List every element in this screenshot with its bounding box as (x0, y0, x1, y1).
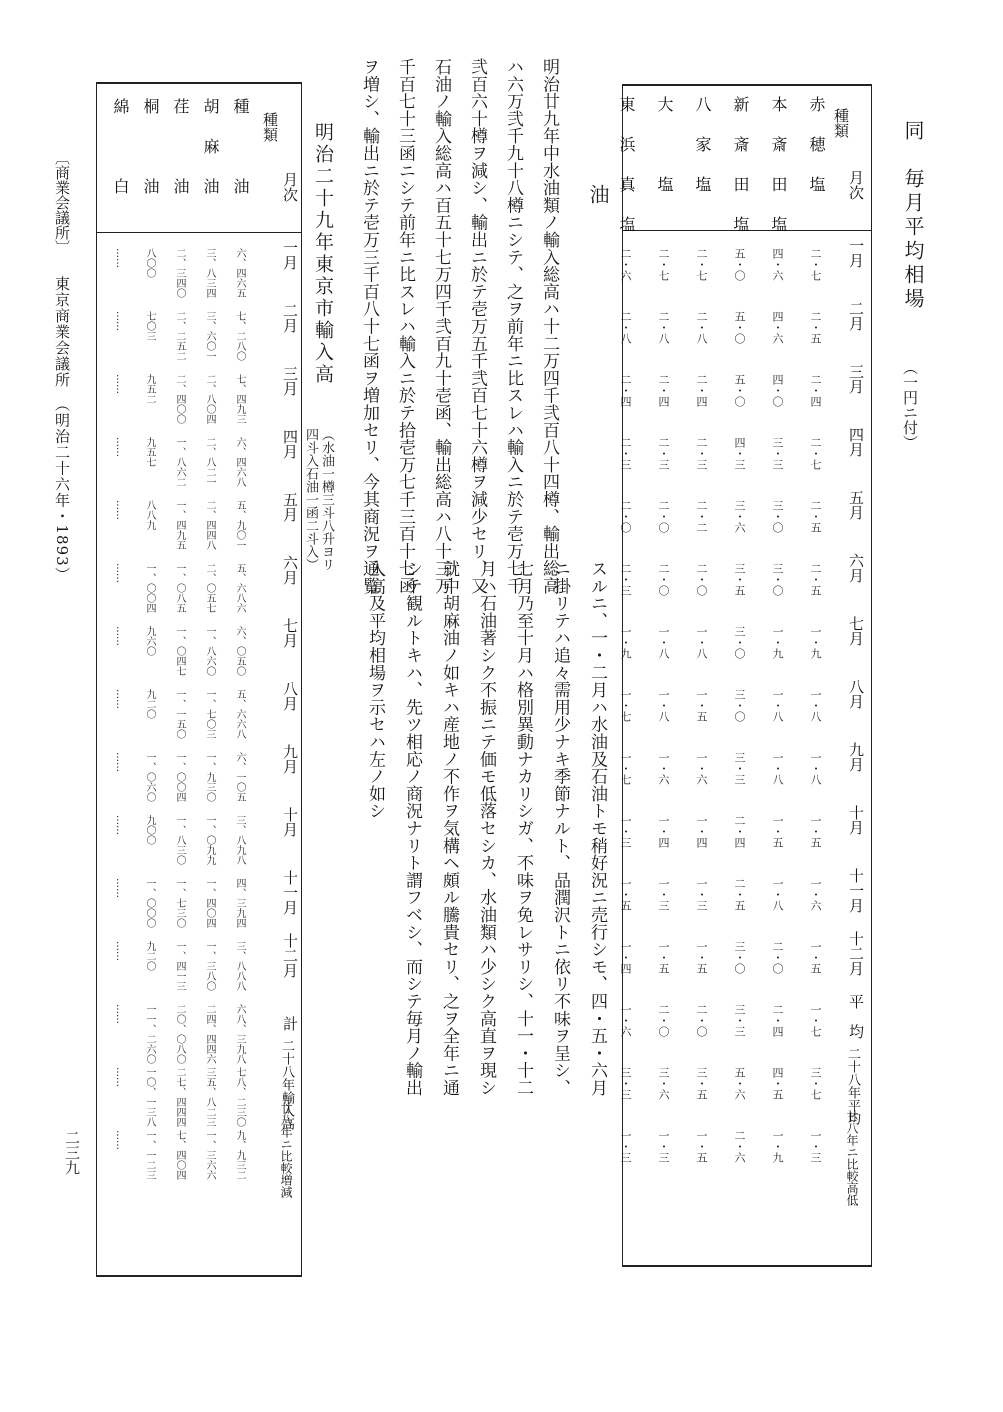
salt-cell: 一・五 (695, 689, 708, 722)
salt-row-name: 東 浜 真 塩 (617, 96, 636, 236)
oil-prose-line: ニ掛リテハ追々需用少ナキ季節ナルト、品潤沢トニ依リ不味ヲ呈シ、 (550, 560, 570, 1097)
salt-cell: 四・三 (733, 437, 746, 470)
salt-cell: 二・八 (657, 311, 670, 344)
oil-row-name: 荏 油 (171, 98, 190, 198)
oil-cell: 五、六六八 (234, 689, 245, 739)
oil-cell: …… (114, 941, 125, 961)
salt-prev-header: 二十八年平均 (845, 1047, 860, 1125)
oil-cell: 九五二 (144, 374, 155, 404)
salt-cell: 二・七 (657, 248, 670, 281)
oil-cell: 一、〇四七 (174, 626, 185, 676)
oil-cell: 一、七三〇 (174, 878, 185, 928)
salt-cell: 二・二 (695, 500, 708, 533)
oil-cell: …… (114, 374, 125, 394)
salt-cell: 一・八 (771, 752, 784, 785)
oil-cell: …… (114, 752, 125, 772)
oil-cell: 六八、三九八 (234, 1004, 245, 1064)
oil-cell: 七、四九三 (234, 374, 245, 424)
salt-cell: 一・三 (809, 1130, 822, 1163)
oil-prose-line: 明治廿九年中水油類ノ輸入総高ハ十二万四千弐百八十四樽、輸出総高 (539, 58, 559, 595)
salt-month-header: 五月 (847, 490, 865, 520)
salt-month-header: 六月 (847, 553, 865, 583)
salt-cell: 三・〇 (771, 563, 784, 596)
oil-month-header: 六月 (281, 555, 299, 585)
oil-cell: 九六〇 (144, 626, 155, 656)
oil-cell: 一、〇九九 (204, 815, 215, 865)
oil-prose-line: ハ六万弐千九十八樽ニシテ、之ヲ前年ニ比スレハ輸入ニ於テ壱万七千 (503, 58, 523, 595)
oil-cell: 一〇、一三八 (144, 1067, 155, 1127)
oil-cell: 二四、四四六 (204, 1004, 215, 1064)
oil-row-name: 種 油 (231, 98, 250, 198)
salt-cell: 三・三 (619, 1067, 632, 1100)
salt-cell: 三・〇 (771, 500, 784, 533)
salt-cell: 一・四 (619, 941, 632, 974)
salt-cell: 二・八 (619, 311, 632, 344)
oil-cell: 一、八六〇 (204, 626, 215, 676)
salt-avg-header: 平 均 (847, 994, 865, 1039)
oil-prose-line: シテ観ルトキハ、先ツ相応ノ商況ナリト謂フベシ、而シテ毎月ノ輸出 (402, 560, 422, 1097)
salt-cell: 二・四 (771, 1004, 784, 1037)
salt-cell: 二・七 (695, 248, 708, 281)
salt-cell: 二・四 (809, 374, 822, 407)
oil-cell: 六、一〇五 (234, 752, 245, 802)
oil-row-name: 綿 白 (111, 98, 130, 198)
oil-cell: 二、〇五七 (204, 563, 215, 613)
salt-cell: 五・〇 (733, 248, 746, 281)
oil-heading: 油 (586, 184, 610, 204)
oil-cell: 一、〇〇〇 (144, 878, 155, 928)
salt-cell: 三・三 (733, 1004, 746, 1037)
salt-header-kind: 種類 (832, 108, 850, 138)
salt-cell: 一・四 (695, 815, 708, 848)
oil-cell: …… (114, 1004, 125, 1024)
oil-cell: 四、三九四 (234, 878, 245, 928)
oil-prose-line: 月ハ石油著シク不振ニテ価モ低落セシカ、水油類ハ少シク高直ヲ現シ (476, 560, 496, 1097)
oil-cell: …… (114, 248, 125, 268)
oil-cell: …… (114, 500, 125, 520)
oil-cell: …… (114, 1067, 125, 1087)
oil-header-month: 月次 (281, 172, 299, 202)
oil-cell: 二七、四四四 (174, 1067, 185, 1127)
salt-cell: 一・三 (619, 815, 632, 848)
oil-row-name: 桐 油 (141, 98, 160, 198)
oil-cell: 一、八六二 (174, 437, 185, 487)
oil-prose-line: 石油ノ輸入総高ハ百五十七万四千弐百九十壱函、輸出総高ハ八十三万 (431, 58, 451, 595)
salt-cell: 一・八 (809, 752, 822, 785)
salt-cell: 一・九 (771, 1130, 784, 1163)
salt-cell: 二・五 (809, 500, 822, 533)
salt-month-header: 十一月 (847, 868, 865, 913)
oil-table-note-2: 四斗入石油一函二斗入） (303, 428, 318, 571)
salt-cell: 四・六 (771, 311, 784, 344)
oil-cmp-header: 廿八年ニ比較増減 (279, 1102, 293, 1198)
salt-cell: 三・六 (733, 500, 746, 533)
oil-month-header: 八月 (281, 681, 299, 711)
salt-cell: 二・八 (695, 311, 708, 344)
oil-cell: …… (114, 563, 125, 583)
oil-month-header: 四月 (281, 429, 299, 459)
salt-row-name: 本 斎 田 塩 (769, 96, 788, 236)
salt-month-header: 七月 (847, 616, 865, 646)
oil-cell: 三五、八二三 (204, 1067, 215, 1127)
salt-cell: 一・八 (809, 689, 822, 722)
oil-month-header: 一月 (281, 240, 299, 270)
salt-cell: 一・七 (809, 1004, 822, 1037)
oil-cell: 六、四六八 (234, 437, 245, 487)
oil-cell: 一、四一三 (174, 941, 185, 991)
salt-cell: 二・〇 (657, 500, 670, 533)
oil-cell: 七、四〇四 (174, 1130, 185, 1180)
oil-cell: 三、八九八 (234, 815, 245, 865)
oil-cell: …… (114, 878, 125, 898)
oil-cell: 一、一二三 (144, 1130, 155, 1180)
oil-cell: 一、〇〇四 (144, 563, 155, 613)
salt-cell: 一・五 (809, 815, 822, 848)
oil-month-header: 七月 (281, 618, 299, 648)
oil-cell: 三、八三四 (204, 248, 215, 298)
oil-month-header: 二月 (281, 303, 299, 333)
salt-cell: 二・〇 (657, 563, 670, 596)
salt-month-header: 十二月 (847, 931, 865, 976)
oil-cell: 一、四九五 (174, 500, 185, 550)
oil-table-right-border (301, 82, 302, 1277)
salt-cell: 五・六 (733, 1067, 746, 1100)
oil-cell: 五、六八六 (234, 563, 245, 613)
salt-cell: 二・三 (619, 437, 632, 470)
salt-cell: 二・〇 (695, 563, 708, 596)
salt-cell: 一・八 (657, 689, 670, 722)
salt-table-unit: （一円ニ付） (901, 360, 919, 450)
oil-cell: 一、七〇三 (204, 689, 215, 739)
salt-cell: 一・七 (619, 752, 632, 785)
oil-month-header: 十月 (281, 807, 299, 837)
salt-row-name: 大 塩 (655, 96, 674, 196)
oil-cell: 二、四〇〇 (174, 374, 185, 424)
salt-cell: 一・八 (771, 689, 784, 722)
oil-cell: 六、四六五 (234, 248, 245, 298)
salt-cell: 四・五 (771, 1067, 784, 1100)
salt-cell: 二・七 (809, 437, 822, 470)
oil-cell: 一、八三〇 (174, 815, 185, 865)
salt-cell: 二・五 (809, 311, 822, 344)
salt-cell: 二・五 (809, 563, 822, 596)
oil-cell: 一、四〇四 (204, 878, 215, 928)
oil-cell: …… (114, 626, 125, 646)
salt-cell: 三・六 (657, 1067, 670, 1100)
oil-cell: 六、〇五〇 (234, 626, 245, 676)
oil-cell: …… (114, 437, 125, 457)
salt-cell: 二・〇 (695, 1004, 708, 1037)
oil-table-bottom-border (96, 1275, 302, 1277)
oil-cell: 一、〇六〇 (144, 752, 155, 802)
salt-table-bottom-border (622, 1265, 872, 1267)
oil-cell: 七〇三 (144, 311, 155, 341)
oil-table-name-divider (96, 232, 302, 233)
oil-cell: 三、六〇一 (204, 311, 215, 361)
salt-cell: 一・三 (695, 878, 708, 911)
oil-cell: 一、〇〇四 (174, 752, 185, 802)
oil-month-header: 九月 (281, 744, 299, 774)
oil-cell: 五、九〇一 (234, 500, 245, 550)
salt-cell: 一・三 (657, 878, 670, 911)
oil-table-left-border (96, 82, 97, 1277)
salt-cell: 二・四 (733, 815, 746, 848)
oil-cell: …… (114, 815, 125, 835)
salt-cell: 三・〇 (733, 689, 746, 722)
oil-prose-line: ヲ増シ、輸出ニ於テ壱万三千百八十七函ヲ増加セリ、今其商況ヲ通覧 (359, 58, 379, 595)
oil-cell: 八〇〇 (144, 248, 155, 278)
salt-cell: 二・七 (809, 248, 822, 281)
oil-table-top-border (96, 82, 302, 84)
oil-prose-line: 弐百六十樽ヲ減シ、輸出ニ於テ壱万五千弐百七十六樽ヲ減少セリ、又 (467, 58, 487, 595)
salt-cell: 二・四 (657, 374, 670, 407)
salt-cell: 五・〇 (733, 374, 746, 407)
salt-cell: 一・三 (619, 1130, 632, 1163)
oil-prose-line: 七月乃至十月ハ格別異動ナカリシガ、不味ヲ免レサリシ、十一・十二 (513, 560, 533, 1097)
oil-prose-line: 千百七十三函ニシテ前年ニ比スレハ輸入ニ於テ拾壱万七千三百十七函 (395, 58, 415, 595)
oil-prose-line: スルニ、一・二月ハ水油及石油トモ稍好況ニ売行シモ、四・五・六月 (587, 560, 607, 1097)
oil-cell: 二〇、〇八〇 (174, 1004, 185, 1064)
salt-cell: 二・六 (733, 1130, 746, 1163)
salt-cell: 三・〇 (733, 626, 746, 659)
salt-month-header: 十月 (847, 805, 865, 835)
salt-cell: 二・〇 (619, 500, 632, 533)
oil-cell: 一、三六六 (204, 1130, 215, 1180)
salt-cell: 三・三 (771, 437, 784, 470)
salt-cell: 一・六 (695, 752, 708, 785)
salt-month-header: 三月 (847, 364, 865, 394)
salt-row-name: 八 家 塩 (693, 96, 712, 196)
oil-cell: 一、〇八五 (174, 563, 185, 613)
salt-cell: 三・七 (809, 1067, 822, 1100)
salt-cell: 二・三 (619, 563, 632, 596)
oil-cell: 七、二八〇 (234, 311, 245, 361)
oil-prose-line: 入高及平均相場ヲ示セハ左ノ如シ (365, 560, 385, 820)
salt-month-header: 九月 (847, 742, 865, 772)
salt-month-header: 八月 (847, 679, 865, 709)
oil-cell: 二、八二一 (204, 437, 215, 487)
salt-row-name: 新 斎 田 塩 (731, 96, 750, 236)
oil-cell: 一、一五〇 (174, 689, 185, 739)
oil-cell: …… (114, 689, 125, 709)
oil-cell: 九二〇 (144, 941, 155, 971)
oil-month-header: 三月 (281, 366, 299, 396)
oil-cell: 三、八八八 (234, 941, 245, 991)
salt-cell: 三・〇 (733, 941, 746, 974)
salt-cell: 四・〇 (771, 374, 784, 407)
oil-cell: …… (114, 311, 125, 331)
salt-cell: 三・五 (733, 563, 746, 596)
salt-cell: 一・六 (657, 752, 670, 785)
salt-month-header: 四月 (847, 427, 865, 457)
salt-cell: 一・九 (619, 626, 632, 659)
oil-cell: 九、九三二 (234, 1130, 245, 1180)
salt-cell: 二・四 (619, 374, 632, 407)
salt-row-name: 赤 穂 塩 (807, 96, 826, 196)
oil-cell: 一、三八〇 (204, 941, 215, 991)
salt-cell: 一・五 (809, 941, 822, 974)
oil-table-title: 明治二十九年東京市輸入高 (312, 122, 334, 386)
oil-month-header: 十二月 (281, 933, 299, 978)
salt-cell: 二・〇 (771, 941, 784, 974)
oil-table-note-1: （水油一樽三斗八升ヨリ (319, 428, 334, 571)
salt-cell: 一・五 (695, 1130, 708, 1163)
salt-cell: 四・六 (771, 248, 784, 281)
footer-source: 東京商業会議所 （明治二十六年・1893） (53, 276, 71, 583)
salt-cell: 三・三 (733, 752, 746, 785)
salt-cell: 二・六 (619, 248, 632, 281)
salt-table-top-border (622, 84, 872, 86)
oil-cell: 一一、二六〇 (144, 1004, 155, 1064)
oil-cell: …… (114, 1130, 125, 1150)
salt-cell: 一・八 (771, 878, 784, 911)
salt-cell: 一・五 (657, 941, 670, 974)
salt-cell: 一・五 (619, 878, 632, 911)
salt-cell: 一・六 (809, 878, 822, 911)
oil-cell: 七八、二三〇 (234, 1067, 245, 1127)
salt-cell: 二・三 (657, 437, 670, 470)
salt-cell: 一・九 (809, 626, 822, 659)
salt-cell: 一・五 (695, 941, 708, 974)
page-number: 二三九 (63, 1130, 81, 1175)
salt-header-month: 月次 (847, 170, 865, 200)
salt-cell: 一・九 (771, 626, 784, 659)
footer-left-source: 〔商業会議所〕 (53, 150, 71, 255)
oil-cell: 一、九三〇 (204, 752, 215, 802)
oil-cell: 九二〇 (144, 689, 155, 719)
salt-cell: 一・三 (657, 1130, 670, 1163)
oil-cell: 九五七 (144, 437, 155, 467)
oil-cell: 八八九 (144, 500, 155, 530)
salt-cmp-header: 廿八年ニ比較高低 (845, 1110, 859, 1206)
oil-prev-header: 二十八年輸入高 (279, 1039, 294, 1130)
oil-prose-line: 就中胡麻油ノ如キハ産地ノ不作ヲ気構ヘ頗ル騰貴セリ、之ヲ全年ニ通 (439, 560, 459, 1097)
salt-month-header: 一月 (847, 238, 865, 268)
salt-cell: 一・六 (619, 1004, 632, 1037)
salt-table-right-border (871, 84, 872, 1267)
salt-cell: 三・五 (695, 1067, 708, 1100)
salt-month-header: 二月 (847, 301, 865, 331)
salt-cell: 二・三 (695, 437, 708, 470)
salt-table-title: 同 毎月平均相場 (901, 120, 925, 312)
oil-month-header: 十一月 (281, 870, 299, 915)
salt-cell: 一・五 (771, 815, 784, 848)
salt-cell: 二・五 (733, 878, 746, 911)
salt-cell: 一・八 (657, 626, 670, 659)
oil-month-header: 五月 (281, 492, 299, 522)
oil-row-name: 胡 麻 油 (201, 98, 220, 198)
salt-cell: 一・七 (619, 689, 632, 722)
oil-header-kind: 種類 (261, 112, 279, 142)
salt-cell: 二・四 (695, 374, 708, 407)
oil-cell: 二、八〇四 (204, 374, 215, 424)
salt-cell: 二・〇 (657, 1004, 670, 1037)
salt-cell: 五・〇 (733, 311, 746, 344)
oil-cell: 九〇〇 (144, 815, 155, 845)
salt-cell: 一・四 (657, 815, 670, 848)
salt-cell: 一・八 (695, 626, 708, 659)
oil-cell: 二、二五二 (174, 311, 185, 361)
oil-total-header: 計 (281, 1016, 299, 1031)
oil-cell: 二、三四〇 (174, 248, 185, 298)
oil-cell: 二、四四八 (204, 500, 215, 550)
